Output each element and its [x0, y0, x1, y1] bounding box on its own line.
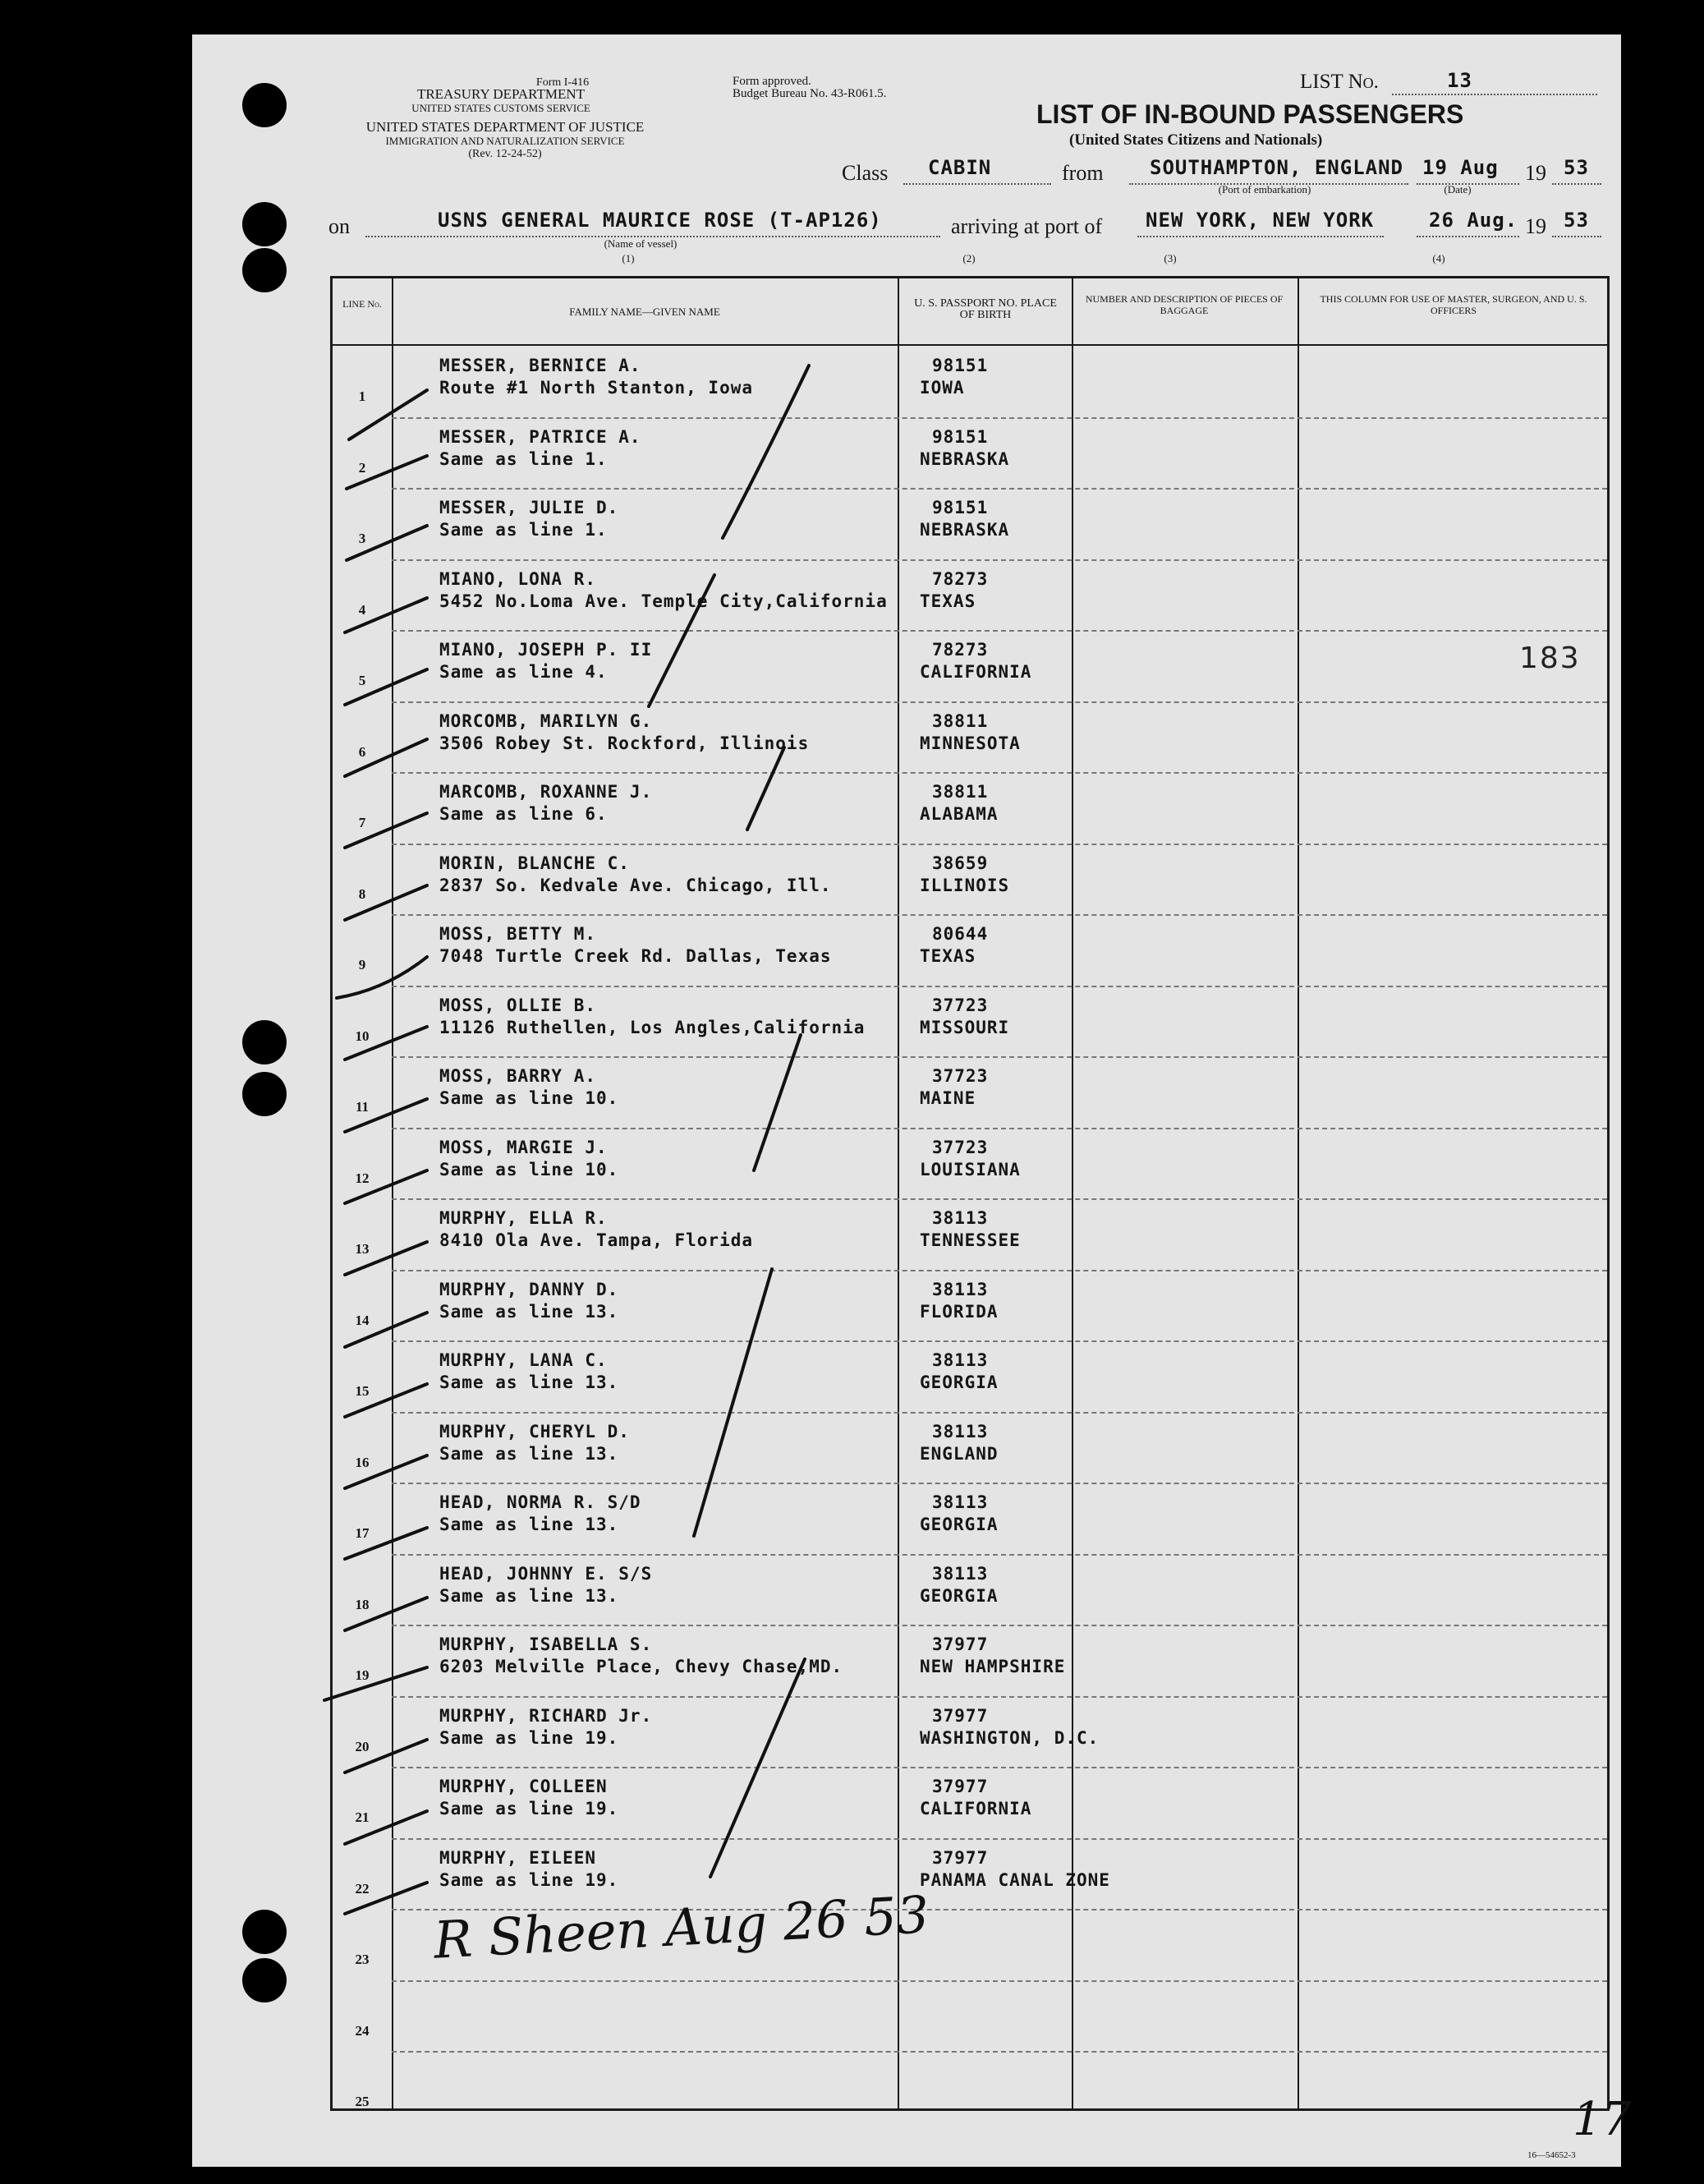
line-number: 20	[355, 1738, 370, 1754]
place-of-birth: TENNESSEE	[920, 1230, 1021, 1250]
passport-number: 37977	[932, 1705, 989, 1726]
table-row	[333, 630, 1607, 701]
passenger-address: Same as line 19.	[439, 1727, 619, 1748]
passenger-address: 6203 Melville Place, Chevy Chase,MD.	[439, 1657, 843, 1676]
passenger-name: MARCOMB, ROXANNE J.	[439, 782, 653, 802]
line-number: 6	[358, 743, 366, 760]
table-row	[333, 1340, 1607, 1412]
form-number: Form I-416	[535, 76, 590, 89]
customs-service: UNITED STATES CUSTOMS SERVICE	[411, 102, 590, 114]
handwritten-signature: R Sheen Aug 26 53	[432, 1884, 930, 1970]
passenger-name: MIANO, JOSEPH P. II	[439, 640, 653, 660]
binder-hole	[242, 1958, 287, 2002]
column-header-officers: THIS COLUMN FOR USE OF MASTER, SURGEON, AND U. S. OFFICERS	[1320, 293, 1587, 316]
arrival-port: NEW YORK, NEW YORK	[1146, 209, 1375, 232]
line-number: 22	[355, 1880, 370, 1897]
passenger-address: Same as line 1.	[439, 448, 608, 469]
line-number: 25	[355, 2094, 370, 2109]
passenger-address: Same as line 13.	[439, 1372, 619, 1392]
passport-number: 78273	[932, 640, 989, 660]
passenger-address: Same as line 13.	[439, 1585, 619, 1606]
passport-number: 38113	[932, 1563, 989, 1584]
passenger-name: MURPHY, EILEEN	[439, 1847, 597, 1868]
passenger-address: Same as line 13.	[439, 1301, 619, 1322]
port-of-embarkation: SOUTHAMPTON, ENGLAND	[1150, 156, 1403, 179]
passport-number: 98151	[932, 426, 989, 447]
binder-hole	[242, 1910, 287, 1954]
place-of-birth: NEBRASKA	[920, 520, 1010, 540]
passenger-address: 2837 So. Kedvale Ave. Chicago, Ill.	[439, 875, 832, 895]
place-of-birth: CALIFORNIA	[920, 1799, 1032, 1818]
table-row	[333, 559, 1607, 631]
class-value: CABIN	[928, 156, 992, 179]
stamp-number: 183	[1519, 641, 1581, 675]
passenger-name: MURPHY, ELLA R.	[439, 1208, 608, 1228]
line-number: 4	[358, 601, 366, 618]
passport-number: 37723	[932, 995, 989, 1015]
passenger-name: MURPHY, ISABELLA S.	[439, 1635, 653, 1654]
passenger-name: MURPHY, LANA C.	[439, 1350, 608, 1370]
table-row	[333, 1412, 1607, 1483]
place-of-birth: MAINE	[920, 1088, 976, 1108]
passenger-address: Same as line 13.	[439, 1515, 619, 1534]
form-title: LIST OF IN-BOUND PASSENGERS	[1036, 99, 1464, 129]
on-label: on	[328, 214, 350, 238]
passenger-address: Same as line 19.	[439, 1869, 619, 1890]
passenger-address: 7048 Turtle Creek Rd. Dallas, Texas	[439, 946, 832, 966]
line-number: 17	[355, 1525, 370, 1541]
passenger-address: Same as line 13.	[439, 1443, 619, 1464]
line-number: 1	[358, 389, 366, 404]
passenger-address: Same as line 10.	[439, 1088, 619, 1108]
place-of-birth: ENGLAND	[920, 1443, 999, 1464]
passport-number: 38811	[932, 782, 989, 802]
place-of-birth: TEXAS	[920, 946, 976, 966]
from-label: from	[1062, 161, 1104, 185]
vessel-caption: (Name of vessel)	[604, 237, 677, 250]
place-of-birth: GEORGIA	[920, 1372, 999, 1392]
justice-department: UNITED STATES DEPARTMENT OF JUSTICE	[365, 119, 645, 135]
line-number: 9	[358, 957, 366, 972]
line-number: 24	[355, 2022, 370, 2039]
table-row	[333, 1838, 1607, 1910]
line-number: 8	[358, 885, 366, 902]
line-number: 23	[355, 1952, 370, 1967]
immigration-service: IMMIGRATION AND NATURALIZATION SERVICE	[385, 135, 625, 147]
passport-number: 37977	[932, 1635, 989, 1654]
passport-number: 37723	[932, 1137, 989, 1157]
passenger-name: MIANO, LONA R.	[439, 568, 597, 589]
passenger-name: HEAD, JOHNNY E. S/S	[439, 1563, 653, 1584]
port-embark-caption: (Port of embarkation)	[1218, 183, 1311, 195]
arrival-year: 53	[1564, 209, 1589, 232]
passport-number: 38113	[932, 1208, 989, 1228]
passenger-name: MORCOMB, MARILYN G.	[439, 710, 653, 731]
form-code: 16—54652-3	[1527, 2150, 1576, 2160]
passenger-address: Same as line 10.	[439, 1159, 619, 1179]
passenger-name: MURPHY, COLLEEN	[439, 1777, 608, 1796]
passenger-name: MURPHY, RICHARD Jr.	[439, 1705, 653, 1726]
passport-number: 38113	[932, 1279, 989, 1299]
passport-number: 38113	[932, 1492, 989, 1512]
line-number: 10	[355, 1028, 370, 1044]
column-number-1: (1)	[622, 252, 635, 264]
date-caption: (Date)	[1444, 183, 1472, 195]
place-of-birth: MISSOURI	[920, 1017, 1010, 1037]
passport-number: 78273	[932, 568, 989, 589]
embark-date: 19 Aug	[1422, 156, 1499, 179]
form-approved: Form approved.	[733, 75, 811, 88]
place-of-birth: GEORGIA	[920, 1585, 999, 1606]
passport-number: 98151	[932, 356, 989, 375]
passenger-name: MOSS, BARRY A.	[439, 1066, 597, 1086]
place-of-birth: IOWA	[920, 378, 965, 398]
passport-number: 38659	[932, 853, 989, 873]
table-row	[333, 488, 1607, 559]
passenger-name: HEAD, NORMA R. S/D	[439, 1492, 641, 1512]
passenger-address: Route #1 North Stanton, Iowa	[439, 378, 754, 398]
table-row	[333, 844, 1607, 915]
passenger-address: Same as line 1.	[439, 520, 608, 540]
arrival-date: 26 Aug.	[1429, 209, 1518, 232]
binder-hole	[242, 248, 287, 292]
passenger-address: Same as line 6.	[439, 804, 608, 824]
table-row	[333, 346, 1607, 417]
place-of-birth: ILLINOIS	[920, 875, 1010, 895]
line-number: 5	[358, 673, 366, 688]
passenger-address: 11126 Ruthellen, Los Angles,California	[439, 1017, 866, 1037]
passport-number: 80644	[932, 924, 989, 944]
arrival-year-prefix: 19	[1525, 214, 1546, 238]
passport-number: 37977	[932, 1847, 989, 1868]
passenger-table	[330, 276, 1610, 2111]
place-of-birth: GEORGIA	[920, 1515, 999, 1534]
passport-number: 98151	[932, 498, 989, 517]
column-number-2: (2)	[962, 252, 976, 264]
table-row	[333, 417, 1607, 489]
passport-number: 37977	[932, 1777, 989, 1796]
budget-bureau: Budget Bureau No. 43-R061.5.	[733, 87, 887, 100]
line-number: 3	[358, 531, 366, 546]
column-number-3: (3)	[1164, 252, 1177, 264]
arriving-label: arriving at port of	[951, 214, 1103, 238]
place-of-birth: WASHINGTON, D.C.	[920, 1727, 1100, 1748]
line-number: 18	[355, 1596, 370, 1612]
line-number: 21	[355, 1809, 370, 1825]
column-header-name: FAMILY NAME—GIVEN NAME	[569, 306, 720, 318]
line-number: 12	[355, 1170, 370, 1186]
passenger-name: MOSS, OLLIE B.	[439, 995, 597, 1015]
treasury-department: TREASURY DEPARTMENT	[416, 86, 586, 102]
passenger-name: MESSER, JULIE D.	[439, 498, 619, 517]
vessel-name: USNS GENERAL MAURICE ROSE (T-AP126)	[438, 209, 882, 232]
passenger-name: MOSS, BETTY M.	[439, 924, 597, 944]
table-row	[333, 701, 1607, 773]
table-row	[333, 1483, 1607, 1554]
passenger-name: MESSER, BERNICE A.	[439, 356, 641, 375]
list-number: 13	[1447, 69, 1472, 92]
table-row	[333, 914, 1607, 986]
passenger-name: MORIN, BLANCHE C.	[439, 853, 630, 873]
line-number: 14	[355, 1312, 370, 1328]
form-subtitle: (United States Citizens and Nationals)	[1069, 131, 1323, 149]
table-row	[333, 1270, 1607, 1341]
place-of-birth: PANAMA CANAL ZONE	[920, 1869, 1110, 1890]
line-number: 15	[355, 1383, 370, 1399]
table-row	[333, 1056, 1607, 1128]
list-number-label: LIST No.	[1300, 71, 1379, 93]
line-number: 11	[355, 1099, 370, 1115]
table-row	[333, 1625, 1607, 1696]
table-row	[333, 772, 1607, 844]
line-number: 2	[358, 459, 366, 476]
table-row	[333, 1554, 1607, 1625]
column-header-passport: U. S. PASSPORT NO. PLACE OF BIRTH	[914, 297, 1057, 321]
column-number-4: (4)	[1432, 252, 1445, 264]
table-row	[333, 1980, 1607, 2052]
passport-number: 38113	[932, 1350, 989, 1370]
table-row	[333, 1696, 1607, 1768]
line-number: 16	[355, 1454, 370, 1470]
passenger-name: MESSER, PATRICE A.	[439, 426, 641, 447]
page-number: 17	[1573, 2093, 1632, 2146]
place-of-birth: MINNESOTA	[920, 733, 1021, 753]
line-number: 13	[355, 1241, 370, 1257]
passenger-address: 5452 No.Loma Ave. Temple City,California	[439, 591, 888, 611]
table-row	[333, 2051, 1607, 2122]
passenger-name: MURPHY, CHERYL D.	[439, 1421, 630, 1441]
table-row	[333, 1198, 1607, 1270]
revision-date: (Rev. 12-24-52)	[468, 148, 542, 160]
passenger-address: Same as line 4.	[439, 662, 608, 682]
passport-number: 38113	[932, 1421, 989, 1441]
passenger-address: 3506 Robey St. Rockford, Illinois	[439, 733, 810, 753]
passenger-name: MOSS, MARGIE J.	[439, 1137, 608, 1157]
passport-number: 37723	[932, 1066, 989, 1086]
place-of-birth: CALIFORNIA	[920, 662, 1032, 682]
table-row	[333, 1767, 1607, 1838]
passenger-name: MURPHY, DANNY D.	[439, 1279, 619, 1299]
passenger-address: 8410 Ola Ave. Tampa, Florida	[439, 1230, 754, 1250]
column-header-line-no: LINE No.	[342, 298, 382, 310]
place-of-birth: NEBRASKA	[920, 448, 1010, 469]
binder-hole	[242, 1020, 287, 1064]
place-of-birth: ALABAMA	[920, 804, 999, 824]
embark-year-prefix: 19	[1525, 161, 1546, 185]
table-row	[333, 986, 1607, 1057]
binder-hole	[242, 83, 287, 127]
passport-number: 38811	[932, 710, 989, 731]
line-number: 7	[358, 815, 366, 830]
binder-hole	[242, 202, 287, 246]
passenger-address: Same as line 19.	[439, 1799, 619, 1818]
column-header-baggage: NUMBER AND DESCRIPTION OF PIECES OF BAGGAGE	[1085, 293, 1284, 316]
embark-year: 53	[1564, 156, 1589, 179]
class-label: Class	[842, 161, 889, 185]
place-of-birth: TEXAS	[920, 591, 976, 611]
binder-hole	[242, 1072, 287, 1116]
place-of-birth: FLORIDA	[920, 1301, 999, 1322]
place-of-birth: NEW HAMPSHIRE	[920, 1657, 1066, 1676]
place-of-birth: LOUISIANA	[920, 1159, 1021, 1179]
table-row	[333, 1128, 1607, 1199]
line-number: 19	[355, 1667, 370, 1683]
